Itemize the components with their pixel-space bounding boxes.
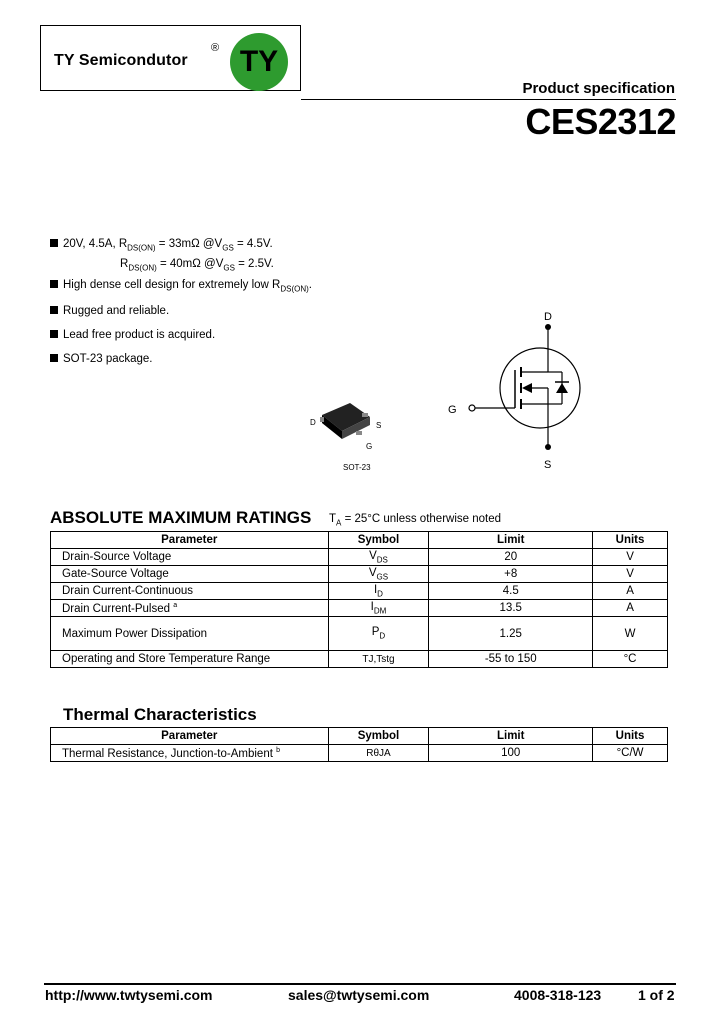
header-limit: Limit xyxy=(429,532,593,549)
table-row: Drain-Source Voltage $V_{DS}$ 20 V xyxy=(51,549,668,566)
package-label: SOT-23 xyxy=(343,463,371,472)
logo-mark: TY xyxy=(239,45,279,78)
bullet-icon xyxy=(50,306,58,314)
table-row: Drain Current-Continuous $I_D$ 4.5 A xyxy=(51,583,668,600)
package-pin-d: D xyxy=(310,418,316,427)
header-divider xyxy=(301,99,676,100)
sot23-package-icon xyxy=(300,395,400,475)
package-pin-g: G xyxy=(366,442,373,451)
feature-item: SOT-23 package. xyxy=(50,353,153,365)
bullet-icon xyxy=(50,239,58,247)
feature-item: 20V, 4.5A, $R_{DS(ON)} = 33m\Omega$ $@V_{GS} = 4.5V$. xyxy=(50,238,273,252)
header-units: Units xyxy=(593,532,668,549)
logo-text: TY Semicondutor xyxy=(54,52,188,69)
feature-item: High dense cell design for extremely low $R_{DS(ON)}$. xyxy=(50,279,312,293)
page-number: 1 of 2 xyxy=(638,987,675,1003)
abs-max-ratings-table xyxy=(50,531,668,668)
thermal-table xyxy=(50,727,668,762)
header-limit: Limit xyxy=(429,728,593,745)
footer-website-link[interactable]: http://www.twtysemi.com xyxy=(45,987,213,1003)
schematic-pin-d: D xyxy=(544,311,552,323)
schematic-pin-s: S xyxy=(544,459,552,471)
table-header-row xyxy=(51,728,668,745)
product-specification-label: Product specification xyxy=(522,80,675,97)
table-row: Operating and Store Temperature Range TJ,Tstg -55 to 150 °C xyxy=(51,651,668,668)
footer-divider xyxy=(44,983,676,985)
table-row: Thermal Resistance, Junction-to-Ambient $^b$ RθJA 100 °C/W xyxy=(51,745,668,762)
header-parameter: Parameter xyxy=(51,532,329,549)
header-symbol: Symbol xyxy=(328,532,429,549)
table-row: Maximum Power Dissipation $P_D$ 1.25 W xyxy=(51,617,668,651)
footer-phone: 4008-318-123 xyxy=(514,987,602,1003)
package-pin-s: S xyxy=(376,421,382,430)
registered-mark: ® xyxy=(211,42,220,54)
feature-item-continued: $R_{DS(ON)} = 40m\Omega$ $@V_{GS} = 2.5V$. xyxy=(120,258,274,273)
bullet-icon xyxy=(50,330,58,338)
table-header-row xyxy=(51,532,668,549)
table-row: Drain Current-Pulsed $^a$ $I_{DM}$ 13.5 A xyxy=(51,600,668,617)
thermal-heading: Thermal Characteristics xyxy=(63,705,257,724)
feature-item: Lead free product is acquired. xyxy=(50,329,215,341)
header-parameter: Parameter xyxy=(51,728,329,745)
bullet-icon xyxy=(50,354,58,362)
mosfet-schematic-icon xyxy=(440,305,590,475)
part-number-title: CES2312 xyxy=(525,101,676,142)
logo-icon xyxy=(230,33,288,91)
abs-max-ratings-note: $T_A = 25^\circ C$ unless otherwise noted xyxy=(329,513,501,528)
bullet-icon xyxy=(50,280,58,288)
header-symbol: Symbol xyxy=(328,728,429,745)
schematic-pin-g: G xyxy=(448,404,457,416)
header-units: Units xyxy=(593,728,668,745)
abs-max-ratings-heading: ABSOLUTE MAXIMUM RATINGS xyxy=(50,508,312,527)
feature-item: Rugged and reliable. xyxy=(50,305,169,317)
footer-email-link[interactable]: sales@twtysemi.com xyxy=(288,987,430,1003)
table-row: Gate-Source Voltage $V_{GS}$ +8 V xyxy=(51,566,668,583)
